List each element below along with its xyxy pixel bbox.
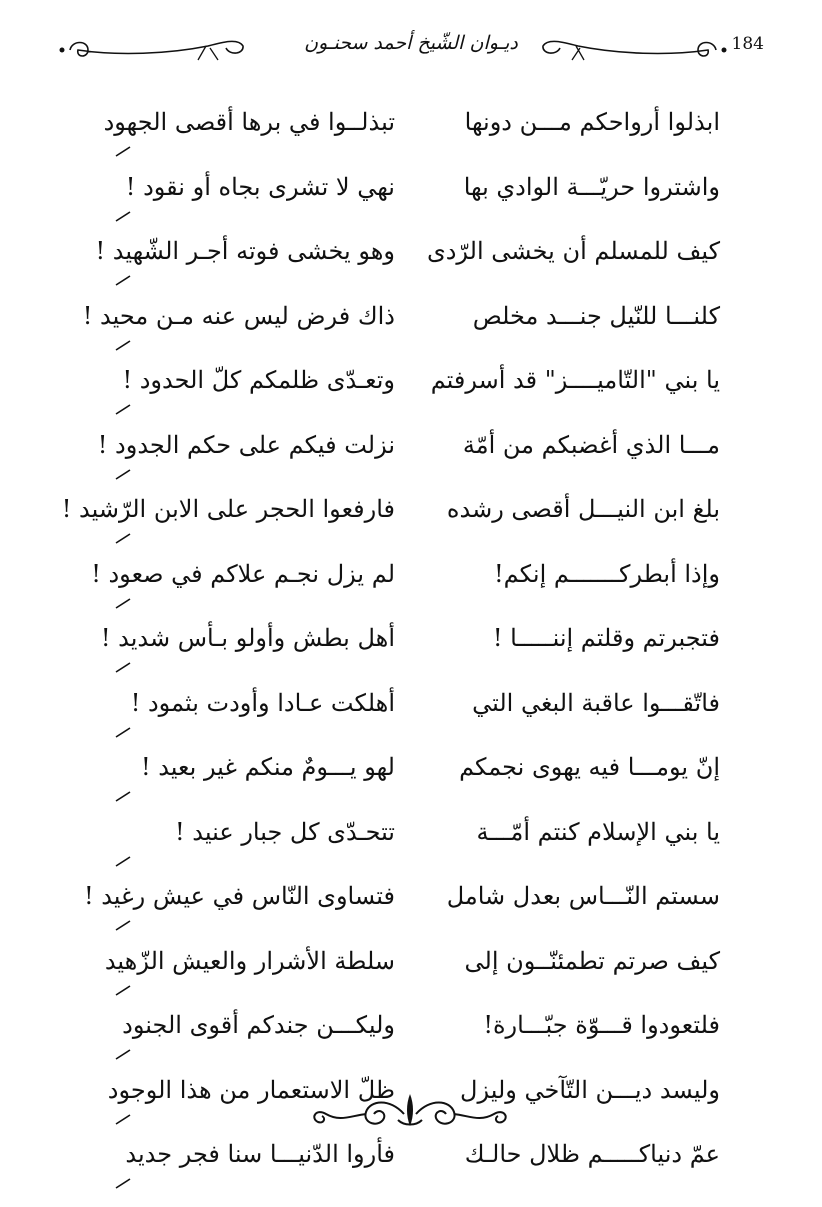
verse-second-hemistich: فارفعوا الحجر على الابن الرّشيد !: [61, 495, 395, 523]
verse-second-hemistich: تتحـدّى كل جبار عنيد !: [175, 817, 395, 846]
verse-end-mark-icon: [114, 531, 132, 545]
verse-end-mark-icon: [114, 338, 132, 352]
verse-row: [91, 552, 720, 617]
verse-first-hemistich: فتجبرتم وقلتم إننـــــا !: [492, 624, 720, 652]
verse-first-hemistich: كيف للمسلم أن يخشى الرّدى: [426, 237, 720, 265]
verse-first-hemistich: يا بني "التّاميــــز" قد أسرفتم: [430, 366, 720, 394]
verse-row: [100, 745, 720, 810]
header-left-flourish-icon: [58, 30, 248, 66]
verse-second-hemistich: نهي لا تشرى بجاه أو نقود !: [125, 172, 395, 201]
verse-second-hemistich: فتساوى النّاس في عيش رغيد !: [83, 882, 395, 910]
verse-first-hemistich: مـــا الذي أغضبكم من أمّة: [462, 430, 720, 459]
verse-end-mark-icon: [114, 1176, 132, 1190]
verse-first-hemistich: واشتروا حريّـــة الوادي بها: [463, 172, 720, 201]
verse-row: [100, 1003, 720, 1068]
verse-first-hemistich: ابذلوا أرواحكم مـــن دونها: [464, 108, 720, 136]
verse-row: [100, 100, 720, 165]
verse-first-hemistich: يا بني الإسلام كنتم أمّـــة: [476, 817, 720, 846]
verse-row: [61, 487, 720, 552]
verse-end-mark-icon: [114, 983, 132, 997]
verse-second-hemistich: سلطة الأشرار والعيش الزّهيد: [104, 946, 395, 975]
verse-end-mark-icon: [114, 596, 132, 610]
verse-end-mark-icon: [114, 1112, 132, 1126]
closing-ornament-icon: [300, 1088, 520, 1138]
verse-end-mark-icon: [114, 854, 132, 868]
verse-end-mark-icon: [114, 209, 132, 223]
verse-first-hemistich: كلنـــا للنّيل جنـــد مخلص: [472, 301, 720, 330]
verse-second-hemistich: ذاك فرض ليس عنه مـن محيد !: [82, 301, 395, 330]
page-number: 184: [731, 34, 764, 54]
verse-row: [100, 939, 720, 1004]
verse-end-mark-icon: [114, 144, 132, 158]
verse-first-hemistich: عمّ دنياكـــــم ظلال حالـك: [464, 1140, 720, 1168]
verse-end-mark-icon: [114, 467, 132, 481]
verse-row: [95, 229, 720, 294]
verse-second-hemistich: ظلّ الاستعمار من هذا الوجود: [107, 1075, 395, 1104]
page-header: [58, 28, 764, 68]
verse-second-hemistich: لم يزل نجـم علاكم في صعود !: [91, 559, 395, 588]
verse-second-hemistich: وتعـدّى ظلمكم كلّ الحدود !: [122, 366, 395, 394]
verse-end-mark-icon: [114, 725, 132, 739]
verse-end-mark-icon: [114, 273, 132, 287]
verse-end-mark-icon: [114, 918, 132, 932]
verse-end-mark-icon: [114, 660, 132, 674]
poem: [61, 100, 720, 1197]
verse-second-hemistich: فأروا الدّنيـــا سنا فجر جديد: [125, 1140, 395, 1168]
verse-row: [83, 874, 720, 939]
verse-row: [100, 358, 720, 423]
header-right-flourish-icon: [538, 30, 728, 66]
verse-row: [100, 681, 720, 746]
verse-end-mark-icon: [114, 789, 132, 803]
verse-row: [100, 810, 720, 875]
verse-second-hemistich: أهل بطش وأولو بـأس شديد !: [100, 624, 395, 652]
verse-second-hemistich: تبذلــوا في برها أقصى الجهود: [103, 108, 395, 136]
verse-first-hemistich: إنّ يومـــا فيه يهوى نجمكم: [459, 753, 720, 781]
verse-first-hemistich: بلغ ابن النيـــل أقصى رشده: [446, 495, 720, 523]
verse-second-hemistich: وليكـــن جندكم أقوى الجنود: [122, 1011, 395, 1039]
verse-first-hemistich: كيف صرتم تطمئنّــون إلى: [464, 946, 720, 975]
verse-row: [100, 616, 720, 681]
verse-end-mark-icon: [114, 1047, 132, 1061]
verse-row: [100, 1132, 720, 1197]
verse-second-hemistich: وهو يخشى فوته أجـر الشّهيد !: [95, 237, 395, 265]
verse-first-hemistich: فلتعودوا قـــوّة جبّـــارة!: [483, 1011, 720, 1039]
verse-end-mark-icon: [114, 402, 132, 416]
verse-row: [100, 165, 720, 230]
verse-second-hemistich: أهلكت عـادا وأودت بثمود !: [130, 688, 395, 717]
verse-second-hemistich: لهو يـــومٌ منكم غير بعيد !: [140, 753, 395, 781]
verse-first-hemistich: سستم النّـــاس بعدل شامل: [446, 882, 720, 910]
verse-first-hemistich: وليسد ديـــن التّآخي وليزل: [460, 1075, 720, 1104]
running-title: ديـوان الشّيخ أحمد سحنـون: [304, 32, 518, 54]
verse-second-hemistich: نزلت فيكم على حكم الجدود !: [97, 430, 395, 459]
verse-row: [82, 294, 720, 359]
verse-first-hemistich: فاتّقـــوا عاقبة البغي التي: [472, 688, 720, 717]
verse-row: [97, 423, 720, 488]
verse-first-hemistich: وإذا أبطركـــــــم إنكم!: [494, 559, 720, 588]
